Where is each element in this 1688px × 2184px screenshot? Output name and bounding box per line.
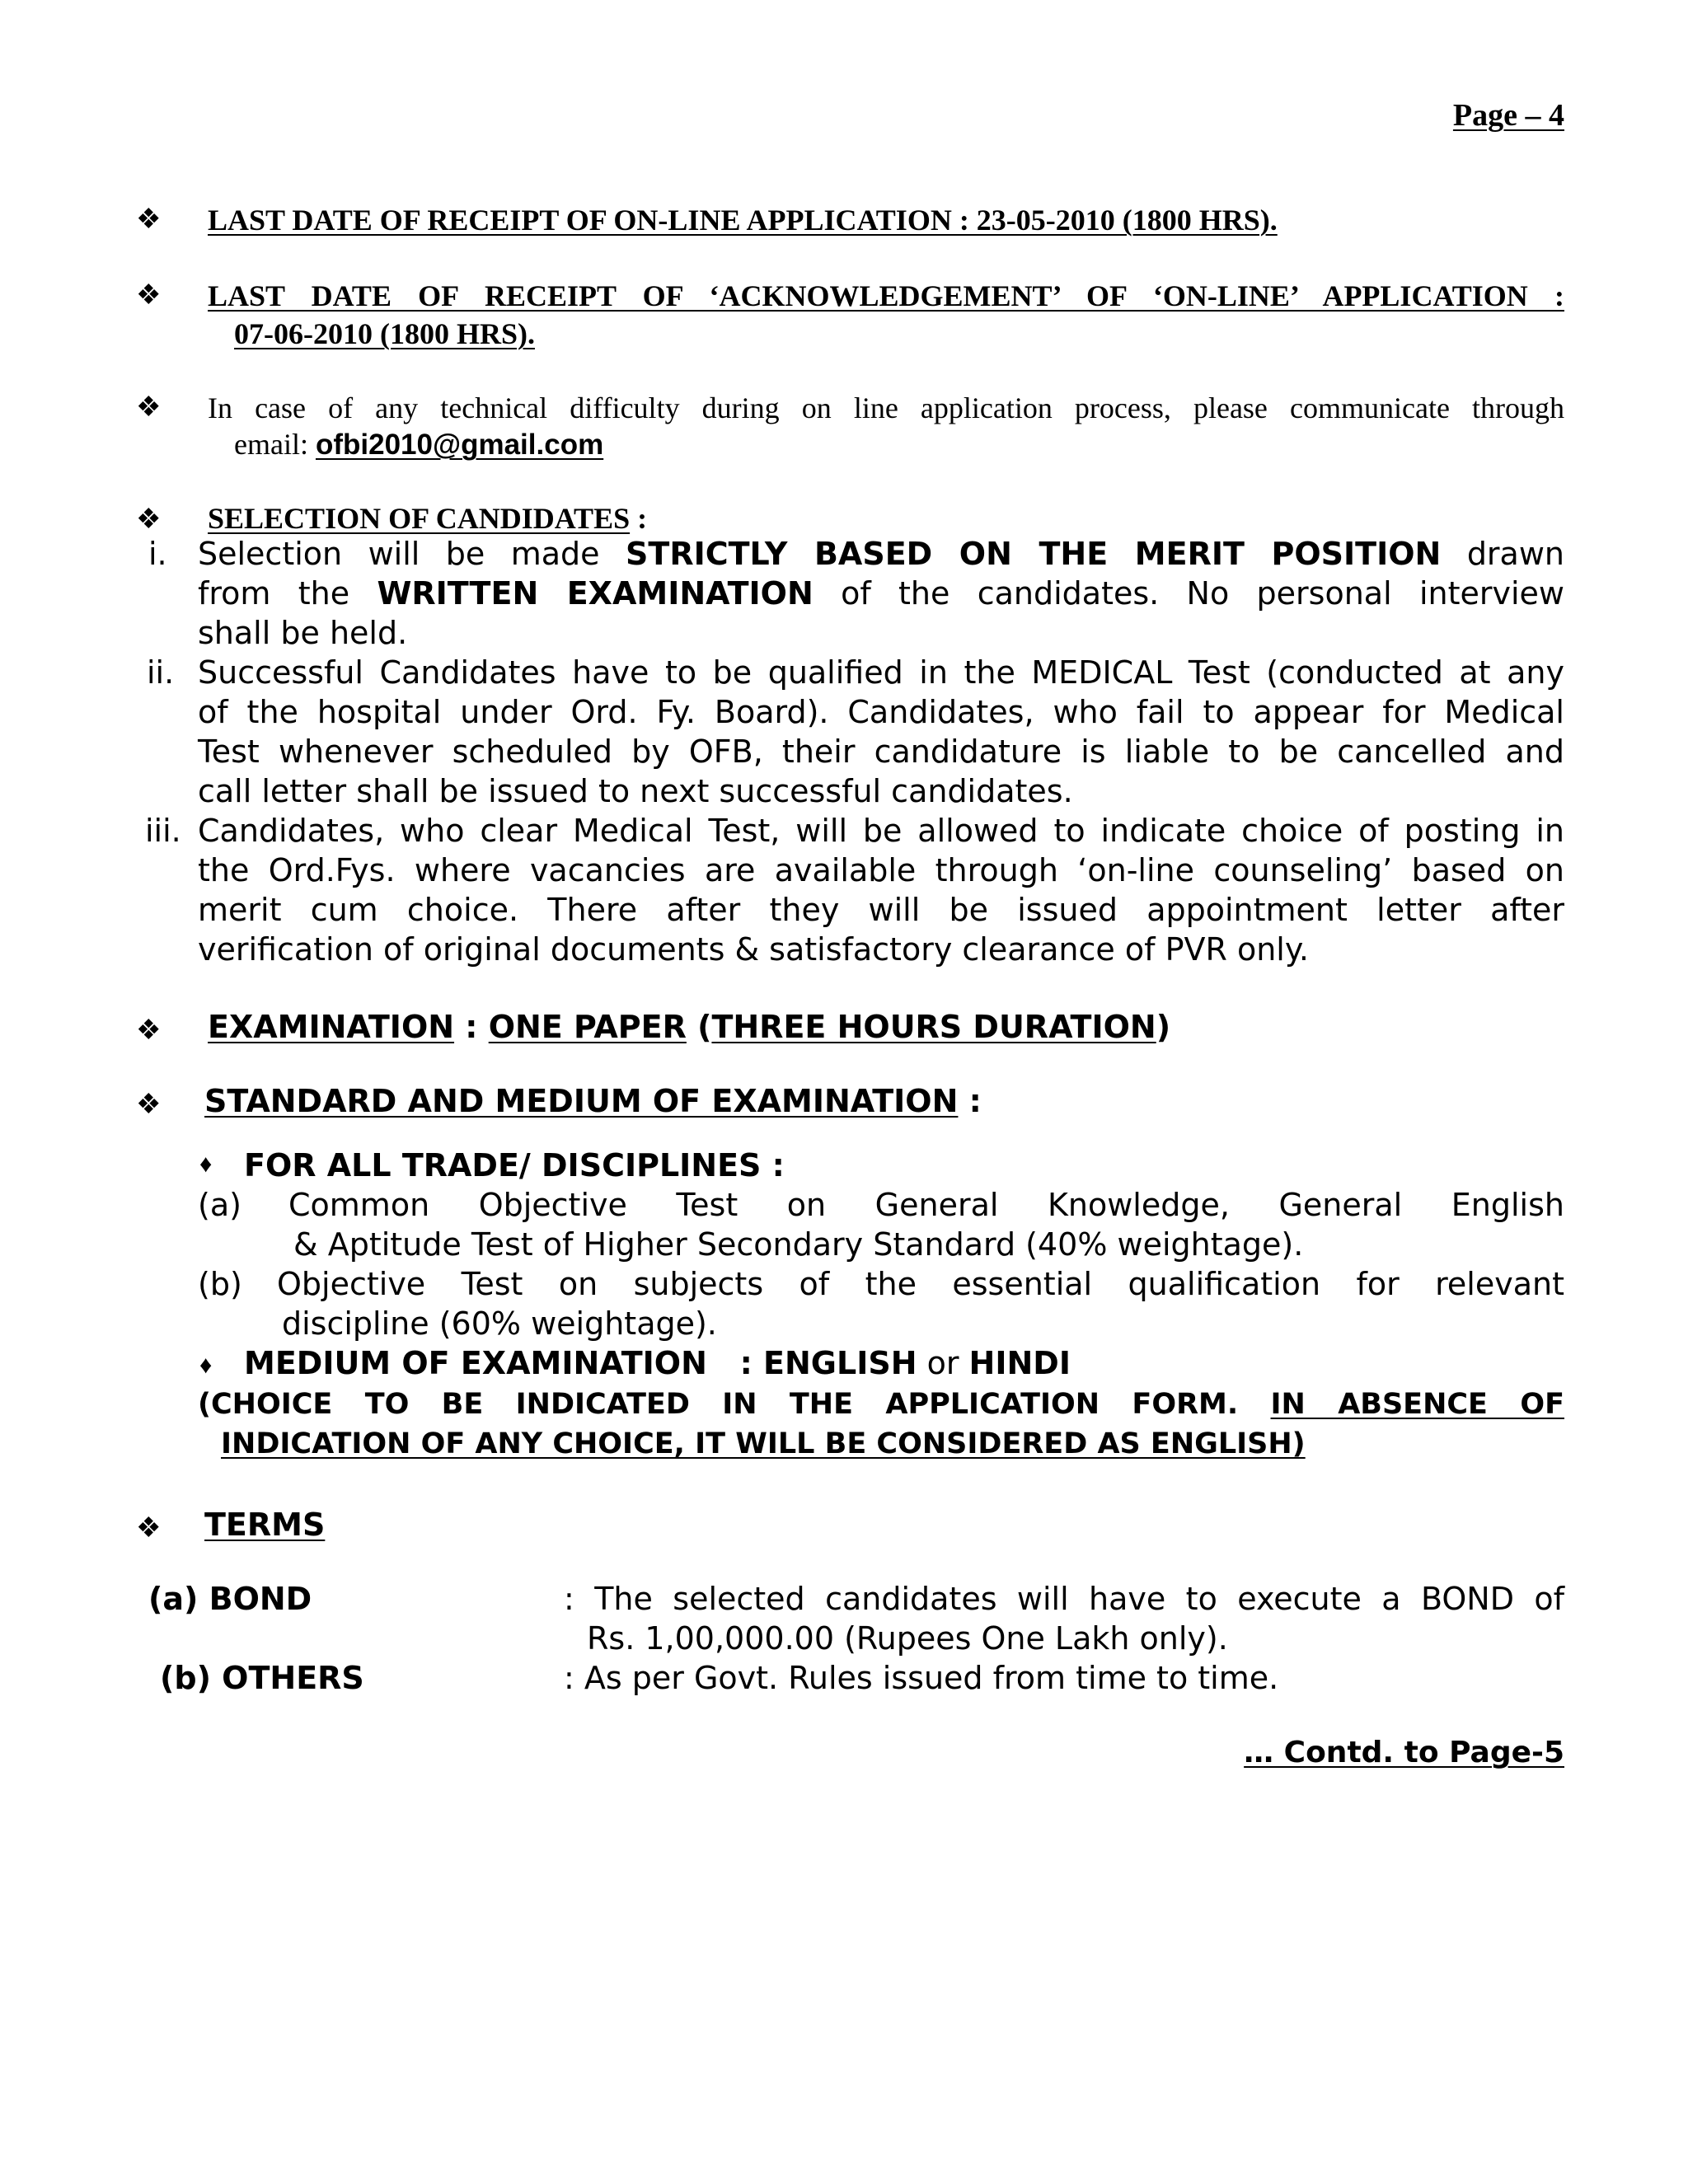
bond-line2: Rs. 1,00,000.00 (Rupees One Lakh only). <box>587 1620 1228 1657</box>
selection-heading-suffix: : <box>630 502 648 535</box>
four-diamond-bullet-icon: ❖ <box>136 280 162 311</box>
list-marker: iii. <box>145 813 181 849</box>
last-date-online: LAST DATE OF RECEIPT OF ON-LINE APPLICATION : 23-05-2010 (1800 HRS). <box>208 204 1278 237</box>
examination-paper: ONE PAPER <box>488 1009 687 1045</box>
selection-item-1-line3: shall be held. <box>198 615 408 651</box>
text-run: Selection will be made <box>198 536 600 572</box>
trades-heading: FOR ALL TRADE/ DISCIPLINES : <box>244 1147 785 1183</box>
email-prefix: email: <box>234 428 308 461</box>
selection-item-2-line2: of the hospital under Ord. Fy. Board). Candidates, who fail to appear for Medical <box>198 694 1564 730</box>
standard-heading: STANDARD AND MEDIUM OF EXAMINATION <box>204 1083 959 1119</box>
choice-text: (CHOICE TO BE INDICATED IN THE APPLICATION FORM. <box>198 1388 1239 1421</box>
page-number: Page – 4 <box>1452 98 1564 133</box>
last-date-ack-line2: 07-06-2010 (1800 HRS). <box>234 317 535 350</box>
emphasis-text: STRICTLY BASED ON THE MERIT POSITION <box>626 536 1442 572</box>
option-marker-a: (a) <box>198 1187 241 1223</box>
choice-line1 <box>198 1388 1564 1421</box>
selection-item-2-line1: Successful Candidates have to be qualified in the MEDICAL Test (conducted at any <box>198 654 1564 691</box>
medium-english: ENGLISH <box>763 1345 917 1381</box>
separator: : <box>454 1009 489 1045</box>
terms-heading: TERMS <box>204 1507 326 1543</box>
four-diamond-bullet-icon: ❖ <box>136 1090 162 1120</box>
paren-open: ( <box>686 1009 712 1045</box>
selection-item-1-line1 <box>198 536 1564 572</box>
examination-duration: THREE HOURS DURATION <box>711 1009 1156 1045</box>
four-diamond-bullet-icon: ❖ <box>136 1513 162 1544</box>
examination-label: EXAMINATION <box>208 1009 455 1045</box>
selection-heading: SELECTION OF CANDIDATES <box>208 502 631 535</box>
four-diamond-bullet-icon: ❖ <box>136 204 162 235</box>
technical-line2 <box>234 427 603 462</box>
medium-hindi: HINDI <box>968 1345 1071 1381</box>
four-diamond-bullet-icon: ❖ <box>136 392 162 423</box>
text-run: drawn <box>1466 536 1565 572</box>
selection-item-3-line1: Candidates, who clear Medical Test, will be allowed to indicate choice of posting in <box>198 813 1564 849</box>
standard-heading-suffix: : <box>958 1083 982 1119</box>
diamond-bullet-icon: ♦ <box>199 1352 213 1379</box>
continued-note: … Contd. to Page-5 <box>1244 1736 1564 1769</box>
list-marker: ii. <box>147 654 175 691</box>
four-diamond-bullet-icon: ❖ <box>136 1015 162 1046</box>
standard-heading-line <box>204 1083 982 1119</box>
option-b-line1: Objective Test on subjects of the essential qualification for relevant <box>277 1266 1564 1302</box>
diamond-bullet-icon: ♦ <box>199 1151 213 1178</box>
option-marker-b: (b) <box>198 1266 242 1302</box>
selection-item-2-line3: Test whenever scheduled by OFB, their candidature is liable to be cancelled and <box>198 733 1564 770</box>
choice-absence-text: IN ABSENCE OF <box>1270 1388 1564 1421</box>
paren-close: ) <box>1156 1009 1171 1045</box>
selection-heading-line <box>208 501 647 536</box>
four-diamond-bullet-icon: ❖ <box>136 504 162 535</box>
selection-item-1-line2 <box>198 575 1564 612</box>
text-run: from the <box>198 575 350 612</box>
bond-line1: : The selected candidates will have to execute a BOND of <box>564 1581 1564 1617</box>
examination-line <box>208 1009 1170 1045</box>
medium-label: MEDIUM OF EXAMINATION <box>244 1345 707 1381</box>
medium-line <box>244 1345 1071 1381</box>
option-a-line1: Common Objective Test on General Knowledge, General English <box>288 1187 1564 1223</box>
last-date-ack-line1: LAST DATE OF RECEIPT OF ‘ACKNOWLEDGEMENT’ OF ‘ON-LINE’ APPLICATION : <box>208 279 1564 312</box>
selection-item-3-line3: merit cum choice. There after they will be issued appointment letter after <box>198 892 1564 928</box>
option-a-line2: & Aptitude Test of Higher Secondary Standard (40% weightage). <box>293 1226 1304 1263</box>
others-label: (b) OTHERS <box>160 1660 364 1696</box>
option-b-line2: discipline (60% weightage). <box>282 1305 717 1342</box>
medium-or: or <box>917 1345 969 1381</box>
bond-label: (a) BOND <box>148 1581 312 1617</box>
selection-item-3-line2: the Ord.Fys. where vacancies are available through ‘on-line counseling’ based on <box>198 852 1564 888</box>
selection-item-3-line4: verification of original documents & satisfactory clearance of PVR only. <box>198 931 1309 968</box>
separator: : <box>706 1345 764 1381</box>
choice-line2: INDICATION OF ANY CHOICE, IT WILL BE CONSIDERED AS ENGLISH) <box>221 1427 1306 1460</box>
others-text: : As per Govt. Rules issued from time to time. <box>564 1660 1279 1696</box>
text-run: of the candidates. No personal interview <box>841 575 1564 612</box>
selection-item-2-line4: call letter shall be issued to next successful candidates. <box>198 773 1073 809</box>
list-marker: i. <box>148 536 167 572</box>
email-link[interactable]: ofbi2010@gmail.com <box>315 429 604 461</box>
emphasis-text: WRITTEN EXAMINATION <box>377 575 814 612</box>
technical-line1: In case of any technical difficulty during on line application process, please communicate through <box>208 391 1564 424</box>
